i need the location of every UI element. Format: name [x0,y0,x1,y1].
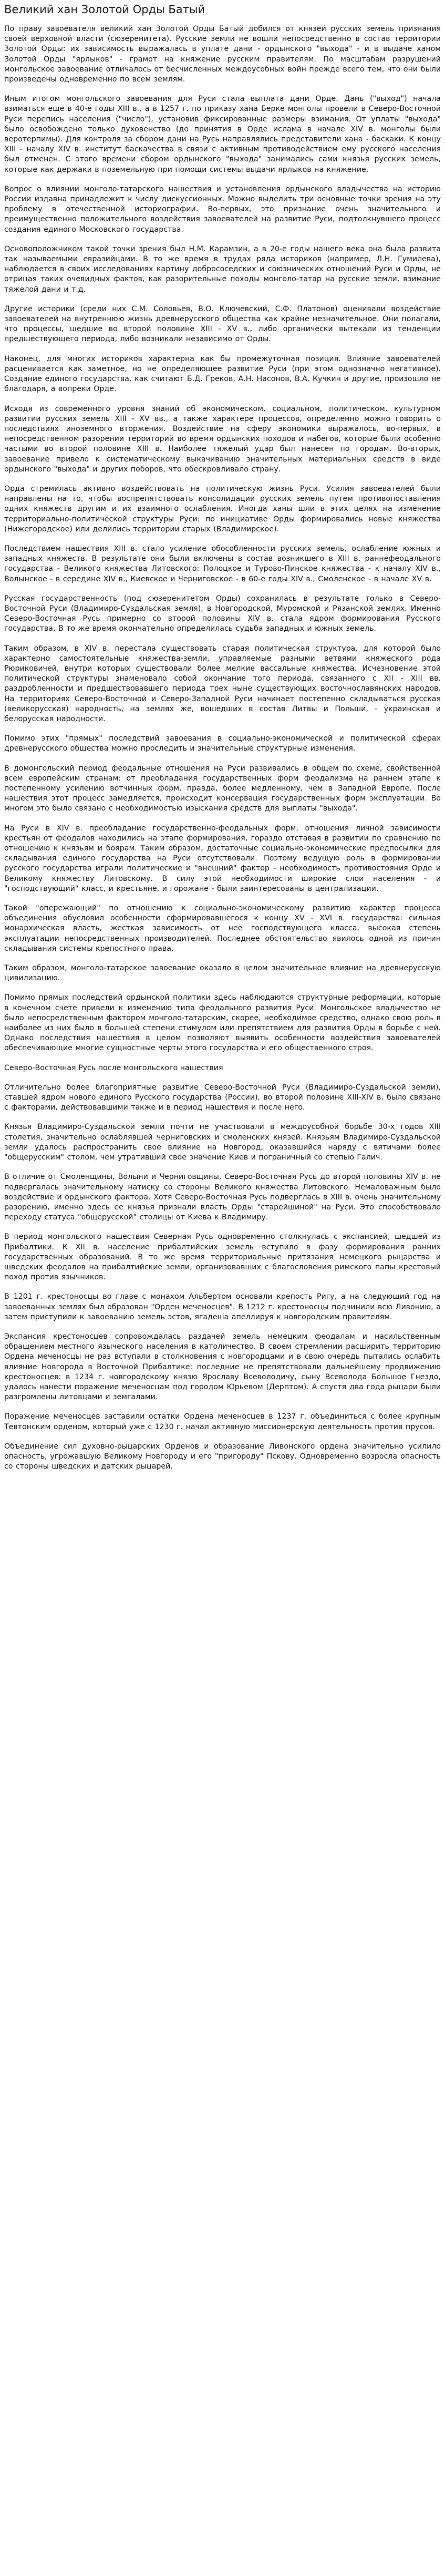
page-title: Великий хан Золотой Орды Батый [4,3,205,16]
paragraph: В 1201 г. крестоносцы во главе с монахом Альбертом основали крепость Ригу, а на следующий год на завоеванных землях был образован "Орден меченосцев". В 1212 г. крестоносцы подчинили всю Ливонию, а затем приступили к завоеванию земель эстов, ягадеша апеллируя к новгородским правителям. [4,1292,441,1321]
paragraph: В период монгольского нашествия Северная Русь одновременно столкнулась с экспансией, шедшей из Прибалтики. К XII в. население прибалтийских земель вступило в фазу формирования ранних государственных образований. В то же время территориальные притязания немецкого рыцарства и шведских феодалов на прибалтийские земли, организовавших с благословения римского папы крестовый поход против язычников. [4,1233,441,1282]
paragraph: Отличительно более благоприятные развитие Северо-Восточной Руси (Владимиро-Суздальской земли), ставшей ядром нового единого Русского государства (России), во второй половине XIII-XIV в. было связано с факторами, действовавшими также и в период нашествия и после него. [4,1083,441,1112]
paragraph: Князья Владимиро-Суздальской земли почти не участвовали в междоусобной борьбе 30-х годов XIII столетия, значительно ослаблявшей черниговских и смоленских князей. Князьям Владимиро-Суздальской земли удалось распространить свое влияние на Новгород, оказавшийся наряду с вятичами более "общерусским" столом, чем утративший свое значение Киев и пограничный со степью Галич. [4,1123,441,1162]
paragraph: Исходя из современного уровня знаний об экономическом, социальном, политическом, культурном развитии русских земель XIII - XV вв., а также характере процессов, определенно можно говорить о последствиях иноземного вторжения. Воздействие на сферу экономики выражалось, во-первых, в непосредственном разорении территорий во время ордынских походов и набегов, которые были особенно частыми во второй половине XIII в. Наиболее тяжелый удар был нанесен по городам. Во-вторых, завоевание привело к систематическому выкачиванию значительных материальных средств в виде ордынского "выхода" и других поборов, что обескровливало страну. [4,404,441,474]
paragraph: Таким образом, в XIV в. перестала существовать старая политическая структура, для которой было характерно самостоятельные княжества-земли, управляемые разными ветвями княжеского рода Рюриковичей, внутри которых существовали более мелкие вассальные княжества. Исчезновение этой политической структуры знаменовало собой окончание того периода, связанного с XII - XIII вв. раздробленности и предшествовавшего периода трех ныне существующих восточнославянских народов. На территориях Северо-Восточной и Северо-Западной Руси начинает постепенно складываться русская (великорусская) народность, на землях же, вошедших в состав Литвы и Польши, - украинская и белорусская народности. [4,644,441,723]
paragraph: Таким образом, монголо-татарское завоевание оказало в целом значительное влияние на древнерусскую цивилизацию. [4,964,441,983]
paragraph: Иным итогом монгольского завоевания для Руси стала выплата дани Орде. Дань ("выход") начала взиматься еще в 40-е годы XIII в., а в 1257 г. по приказу хана Берке монголы провели в Северо-Восточной Руси перепись населения ("число"), установив фиксированные размеры взимания. От уплаты "выхода" было освобождено только духовенство (до принятия в Орде ислама в начале XIV в. монголы были веротерпимы). Для контроля за сбором дани на Русь направлялись представители хана - баскаки. К концу XIII - началу XIV в. институт баскачества в связи с активным противодействием ему русского населения был отменен. С этого времени сбором ордынского "выхода" занимались сами князья русских земель, которые как держаки в поземельную при помощи системы выдачи ярлыков на княжение. [4,95,441,174]
paragraph: В отличие от Смоленщины, Волыни и Черниговщины, Северо-Восточная Русь до второй половины XIV в. не подвергалась значительному натиску со стороны Великого княжества Литовского. Немаловажным было воздействие и ордынского фактора. Хотя Северо-Восточная Русь подверглась в XIII в. очень значительному разорению, именно здесь ее князья признали власть Орды "старейшиной" на Руси. Это способствовало переходу статуса "общерусской" столицы от Киева к Владимиру. [4,1173,441,1222]
paragraph: Русская государственность (под сюзеренитетом Орды) сохранилась в результате только в Северо-Восточной Руси (Владимиро-Суздальская земля), в Новгородской, Муромской и Рязанской землях. Именно Северо-Восточная Русь примерно со второй половины XIV в. стала ядром формирования Русского государства. В то же время окончательно определилась судьба западных и южных земель. [4,594,441,633]
paragraph: На Руси в XIV в. преобладание государственно-феодальных форм, отношения личной зависимости крестьян от феодалов находились на этапе формирования, гораздо отставая в развитии по сравнению по отношению к князьям и боярам. Таким образом, достаточные социально-экономические предпосылки для складывания единого государства на Руси отсутствовали. Поэтому ведущую роль в формировании русского государства играли политические и "внешний" фактор - необходимость противостояния Орде и Великому княжеству Литовскому. В силу этой необходимости широкие слои населения - и "господствующий" класс, и крестьяне, и горожане - были заинтересованы в централизации. [4,824,441,893]
paragraph: По праву завоевателя великий хан Золотой Орды Батый добился от князей русских земель признания своей верховной власти (сюзеренитета). Русские земли не вошли непосредственно в состав территории Золотой Орды: их зависимость выражалась в уплате дани - ордынского "выхода" - и в выдаче ханом Золотой Орды "ярлыков" - грамот на княжение русским правителям. По масштабам разрушений монгольское завоевание отличалось от бесчисленных междоусобных войн прежде всего тем, что они были произведены одновременно по всем землям. [4,25,441,84]
paragraph: Последствием нашествия XIII в. стало усиление обособленности русских земель, ослабление южных и западных княжеств. В результате они были включены в состав возникшего в XIII в. раннефеодального государства - Великого княжества Литовского: Полоцкое и Турово-Пинское княжества - к началу XIV в., Волынское - в середине XIV в., Киевское и Черниговское - в 60-е годы XIV в., Смоленское - в начале XV в. [4,544,441,583]
paragraph: Экспансия крестоносцев сопровождалась раздачей земель немецким феодалам и насильственным обращением местного языческого населения в католичество. В своем стремлении расширить территорию Ордена меченосцы не раз вступали в столкновения с новгородцами и в свою очередь пытались ослабить влияние Новгорода в Восточной Прибалтике: последние не препятствовали дальнейшему продвижению крестоносцев: в 1234 г. новгородскому князю Ярославу Всеволодичу, сыну Всеволода Большое Гнездо, удалось нанести поражение меченосцам под городом Юрьевом (Дерптом). А спустя два года рыцари были разгромлены литовцами и земгалами. [4,1332,441,1402]
paragraph: В домонгольский период феодальные отношения на Руси развивались в общем по схеме, свойственной всем европейским странам: от преобладания государственных форм феодализма на раннем этапе к постепенному усилению вотчинных форм, правда, более медленному, чем в Западной Европе. После нашествия этот процесс замедляется, происходит консервация государственных форм эксплуатации. Во многом это было связано с необходимостью изыскания средств для выплаты "выхода". [4,764,441,813]
paragraph: Объединение сил духовно-рыцарских Орденов и образование Ливонского ордена значительно усилило опасность, угрожавшую Великому Новгороду и его "пригороду" Пскову. Одновременно возросла опасность со стороны шведских и датских рыцарей. [4,1442,441,1471]
paragraph: Другие историки (среди них С.М. Соловьев, В.О. Ключевский, С.Ф. Платонов) оценивали воздействие завоевателей на внутреннюю жизнь древнерусского общества как крайне незначительное. Они полагали, что процессы, шедшие во второй половине XIII - XV в., либо органически вытекали из тенденции предшествующего периода, либо возникали независимо от Орды. [4,304,441,344]
paragraph: Помимо этих "прямых" последствий завоевания в социально-экономической и политической сферах древнерусского общества можно проследить и значительные структурные изменения. [4,734,441,753]
paragraph: Наконец, для многих историков характерна как бы промежуточная позиция. Влияние завоевателей расценивается как заметное, но не определяющее развитие Руси (при этом однозначно негативное). Создание единого государства, как считают Б.Д. Греков, А.Н. Насонов, В.А. Кучкин и другие, произошло не благодаря, а вопреки Орде. [4,354,441,394]
paragraph: Орда стремилась активно воздействовать на политическую жизнь Руси. Усилия завоевателей были направлены на то, чтобы воспрепятствовать консолидации русских земель путем противопоставления одних княжеств другим и их взаимного ослабления. Иногда ханы шли в этих целях на изменение территориально-политической структуры Руси: по инициативе Орды формировались новые княжества (Нижегородское) или делились территории старых (Владимирское). [4,484,441,533]
paragraph: Такой "опережающий" по отношению к социально-экономическому развитию характер процесса объединения обусловил особенности сформировавшегося к концу XV - XVI в. государства: сильная монархическая власть, жесткая зависимость от нее господствующего класса, высокая степень эксплуатации непосредственных производителей. Последнее обстоятельство явилось одной из причин складывания системы крепостного права. [4,904,441,953]
paragraph: Помимо прямых последствий ордынской политики здесь наблюдаются структурные реформации, которые в конечном счете привели к изменению типа феодального развития Руси. Монгольское владычество не было непосредственным фактором монголо-татарским, скорее, необходимое средство, однако свою роль в наиболее из них было в большей степени стимулом или препятствием для развития Орды в борьбе с ней. Однако последствия нашествия в целом позволяют выявить особенности воздействия завоевателей обеспечивающие многие сущностные черты этого государства и его общественного строя. [4,993,441,1053]
section-heading: Северо-Восточная Русь после монгольского нашествия [4,1063,223,1072]
paragraph: Основоположником такой точки зрения был Н.М. Карамзин, а в 20-е годы нашего века она была развита так называемыми евразийцами. В то же время в трудах ряда историков (например, Л.Н. Гумилева), наблюдается в своих исследованиях картину добрососедских и союзнических отношений Руси и Орды, не отрицая таких очевидных фактов, как разорительные походы монголо-татар на русские земли, взимание тяжелой дани и т.д. [4,244,441,294]
paragraph: Вопрос о влиянии монголо-татарского нашествия и установления ордынского владычества на историю России издавна принадлежит к числу дискуссионных. Можно выделить три основные точки зрения на эту проблему в отечественной историографии. Во-первых, это признание очень значительного и преимущественно положительного воздействия завоевателей на развитие Руси, подтолкнувшего процесс создания единого Московского государства. [4,184,441,234]
paragraph: Поражение меченосцев заставили остатки Ордена меченосцев в 1237 г. объединиться с более крупным Тевтонским орденом, который уже с 1230 г. начал активную миссионерскую деятельность против прусов. [4,1412,441,1431]
